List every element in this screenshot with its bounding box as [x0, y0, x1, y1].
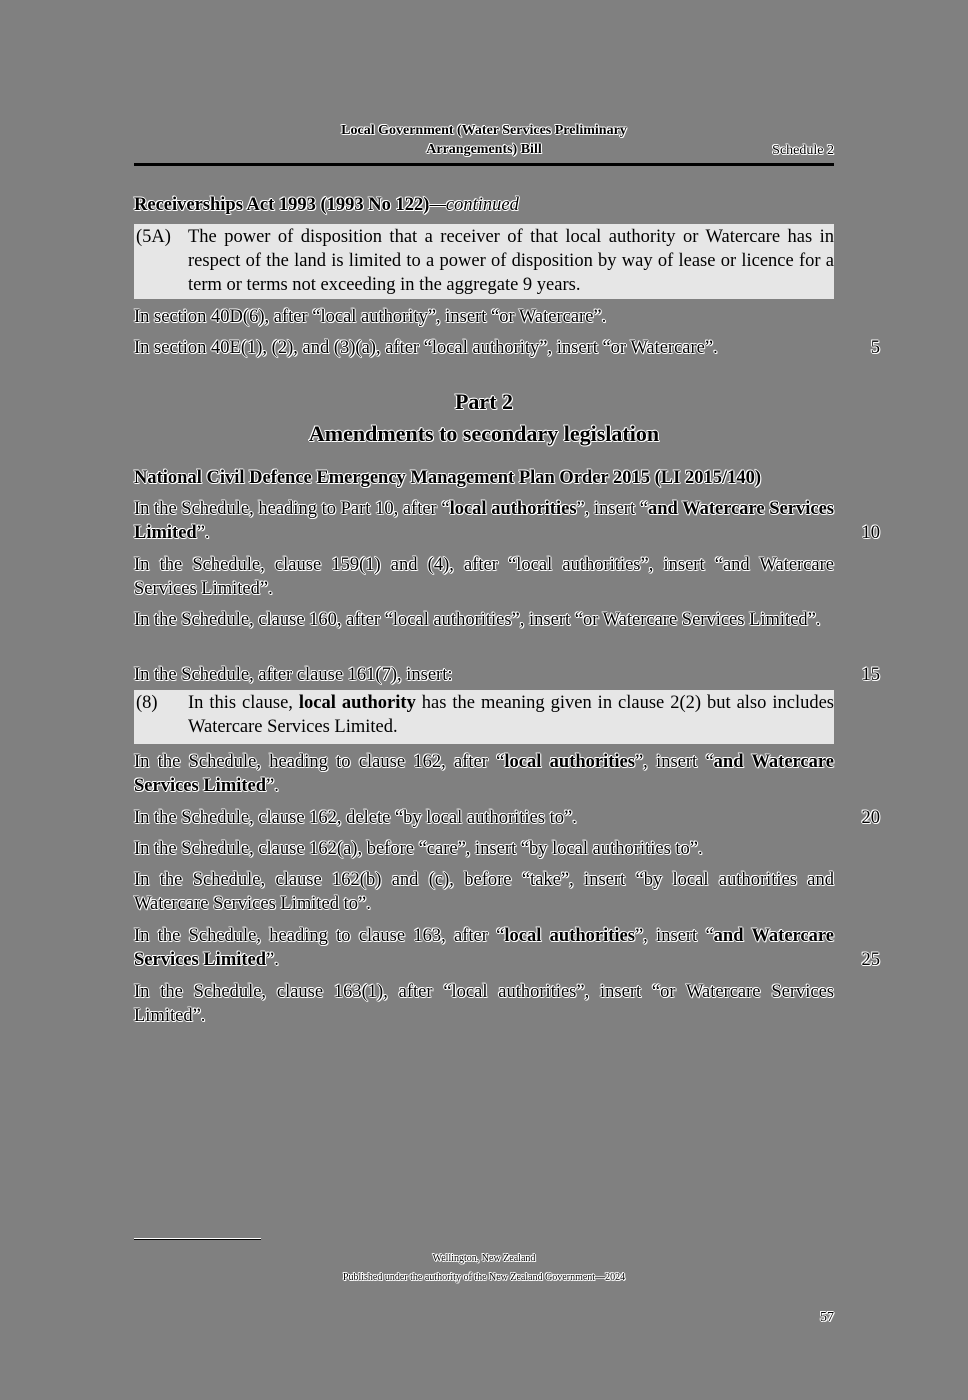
- amendment-item: In the Schedule, clause 162(a), before “care”, insert “by local authorities to”.: [134, 839, 703, 859]
- defined-term: local authority: [298, 693, 416, 713]
- amendment-item: In section 40E(1), (2), and (3)(a), after “local authority”, insert “or Watercare”.: [134, 338, 718, 358]
- page-number: 57: [820, 1310, 834, 1325]
- subsection-text-part: In this clause,: [188, 693, 299, 713]
- amendment-bold-term: and Watercare Services Limited: [134, 752, 834, 796]
- line-number: 20: [861, 808, 880, 828]
- subsection-label: (5A): [136, 227, 171, 247]
- line-number: 10: [861, 523, 880, 543]
- amendment-item: [134, 750, 834, 798]
- subsection-text-part: has the meaning given in clause 2(2) but also includes Watercare Services Limited.: [188, 693, 834, 737]
- running-head: [134, 121, 834, 163]
- act-heading-civil-defence: National Civil Defence Emergency Management Plan Order 2015 (LI 2015/140): [134, 468, 762, 488]
- amendment-bold-term: and Watercare Services Limited: [134, 926, 834, 970]
- part-title: Amendments to secondary legislation: [308, 421, 660, 446]
- bill-title-line2: Arrangements) Bill: [426, 142, 542, 157]
- amendment-item: In the Schedule, clause 162(b) and (c), before “take”, insert “by local authorities and Watercare Services Limited to”.: [134, 870, 834, 914]
- inserted-subsection-8: [134, 690, 834, 744]
- amendment-text: ”, insert “: [576, 499, 648, 519]
- act-heading-text: Receiverships Act 1993 (1993 No 122): [134, 195, 430, 215]
- amendment-bold-term: local authorities: [504, 752, 635, 772]
- footer-authority: Published under the authority of the New Zealand Government—2024: [342, 1272, 626, 1283]
- amendment-item: In section 40D(6), after “local authority”, insert “or Watercare”.: [134, 307, 607, 327]
- subsection-label: (8): [136, 693, 158, 713]
- amendment-item: In the Schedule, clause 162, delete “by local authorities to”.: [134, 808, 577, 828]
- amendment-item: In the Schedule, clause 160, after “local authorities”, insert “or Watercare Services Limited”.: [134, 610, 821, 630]
- amendment-bold-term: and Watercare Services Limited: [134, 499, 834, 543]
- amendment-item: [134, 497, 834, 545]
- continued-label: —continued: [429, 195, 519, 215]
- amendment-item: In the Schedule, clause 163(1), after “local authorities”, insert “or Watercare Services Limited”.: [134, 982, 834, 1026]
- inserted-subsection-5a: [134, 224, 834, 299]
- amendment-text: In the Schedule, heading to Part 10, after “: [134, 499, 450, 519]
- amendment-text: ”.: [196, 523, 210, 543]
- amendment-text: ”.: [266, 776, 279, 796]
- bill-title: [134, 121, 834, 159]
- amendment-text: ”, insert “: [634, 926, 714, 946]
- part-number: Part 2: [454, 389, 514, 414]
- amendment-text: In the Schedule, heading to clause 163, after “: [134, 926, 505, 946]
- line-number: 15: [861, 665, 880, 685]
- line-number: 25: [861, 950, 880, 970]
- amendment-item: In the Schedule, clause 159(1) and (4), after “local authorities”, insert “and Watercare Services Limited”.: [134, 555, 834, 599]
- subsection-text: [188, 691, 834, 739]
- amendment-text: ”.: [266, 950, 279, 970]
- amendment-bold-term: local authorities: [449, 499, 577, 519]
- line-number: 5: [870, 338, 880, 358]
- footer-place: Wellington, New Zealand: [432, 1253, 536, 1264]
- act-heading-receiverships: [134, 193, 834, 217]
- footnote-rule: [134, 1238, 261, 1240]
- amendment-item: In the Schedule, after clause 161(7), insert:: [134, 665, 453, 685]
- amendment-text: In the Schedule, heading to clause 162, after “: [134, 752, 505, 772]
- amendment-item: [134, 924, 834, 972]
- header-rule: [134, 163, 834, 166]
- amendment-text: ”, insert “: [634, 752, 714, 772]
- amendment-bold-term: local authorities: [504, 926, 635, 946]
- subsection-text: The power of disposition that a receiver of that local authority or Watercare has in respect of the land is limited to a power of disposition by way of lease or licence for a term or terms not exceeding in the aggregate 9 years.: [188, 227, 834, 295]
- bill-title-line1: Local Government (Water Services Preliminary: [341, 123, 627, 138]
- schedule-label: Schedule 2: [772, 143, 834, 158]
